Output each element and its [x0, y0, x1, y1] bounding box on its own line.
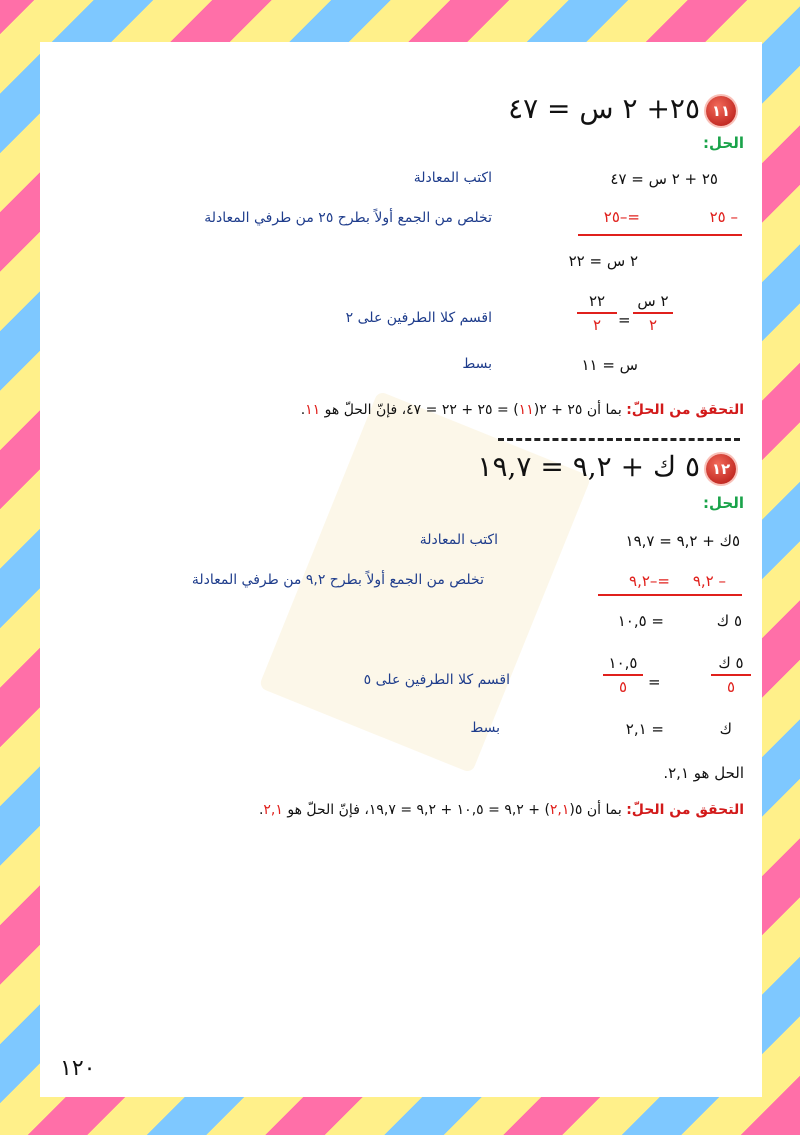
step-equation: ٥ك + ٩,٢ = ١٩,٧ [625, 532, 740, 550]
answer-line: الحل هو ٢,١. [663, 764, 744, 782]
step-term: = ٢,١ [625, 720, 664, 738]
step-term: = ١٠,٥ [617, 612, 664, 630]
subtract-left: – ٢٥ [709, 208, 738, 226]
equals-sign: = [648, 673, 661, 691]
solution-label: الحل: [703, 134, 744, 152]
step-equation: ٢ س = ٢٢ [568, 252, 638, 270]
solution-label: الحل: [703, 494, 744, 512]
check-line: التحقق من الحلّ: بما أن ٥(٢,١) + ٩,٢ = ١٠,٥ + ٩,٢ = ١٩,٧، فإنّ الحلّ هو ٢,١. [258, 802, 744, 818]
step-note: اكتب المعادلة [419, 532, 498, 548]
step-note: بسط [462, 356, 492, 372]
equals-sign: = [618, 311, 631, 329]
fraction-left: ٥ ك ٥ [711, 654, 751, 696]
subtraction-line [578, 234, 742, 236]
fraction-left: ٢ س ٢ [633, 292, 673, 334]
step-note: تخلص من الجمع أولاً بطرح ٩,٢ من طرفي المعادلة [191, 572, 484, 588]
fraction-right: ١٠,٥ ٥ [603, 654, 643, 696]
problem-number-badge: ١١ [706, 96, 736, 126]
step-note: اقسم كلا الطرفين على ٢ [345, 310, 492, 326]
problem-equation: ٥ ك + ٩,٢ = ١٩,٧ [477, 450, 700, 483]
subtract-right: =–٩,٢ [629, 572, 670, 590]
problem-equation: ٢٥+ ٢ س = ٤٧ [508, 92, 700, 125]
fraction-right: ٢٢ ٢ [577, 292, 617, 334]
check-line: التحقق من الحلّ: بما أن ٢٥ + ٢(١١) = ٢٥ + ٢٢ = ٤٧، فإنّ الحلّ هو ١١. [300, 402, 744, 418]
subtraction-line [598, 594, 742, 596]
step-term: ٥ ك [716, 612, 742, 630]
section-divider [498, 438, 740, 441]
subtract-left: – ٩,٢ [692, 572, 726, 590]
subtract-right: =–٢٥ [603, 208, 640, 226]
step-note: تخلص من الجمع أولاً بطرح ٢٥ من طرفي المعادلة [204, 210, 492, 226]
step-term: ك [719, 720, 732, 738]
page-sheet [40, 42, 762, 1097]
step-note: اكتب المعادلة [413, 170, 492, 186]
step-note: اقسم كلا الطرفين على ٥ [363, 672, 510, 688]
step-note: بسط [470, 720, 500, 736]
problem-number-badge: ١٢ [706, 454, 736, 484]
page-number: ١٢٠ [60, 1056, 96, 1081]
step-equation: ٢٥ + ٢ س = ٤٧ [610, 170, 718, 188]
step-equation: س = ١١ [581, 356, 638, 374]
